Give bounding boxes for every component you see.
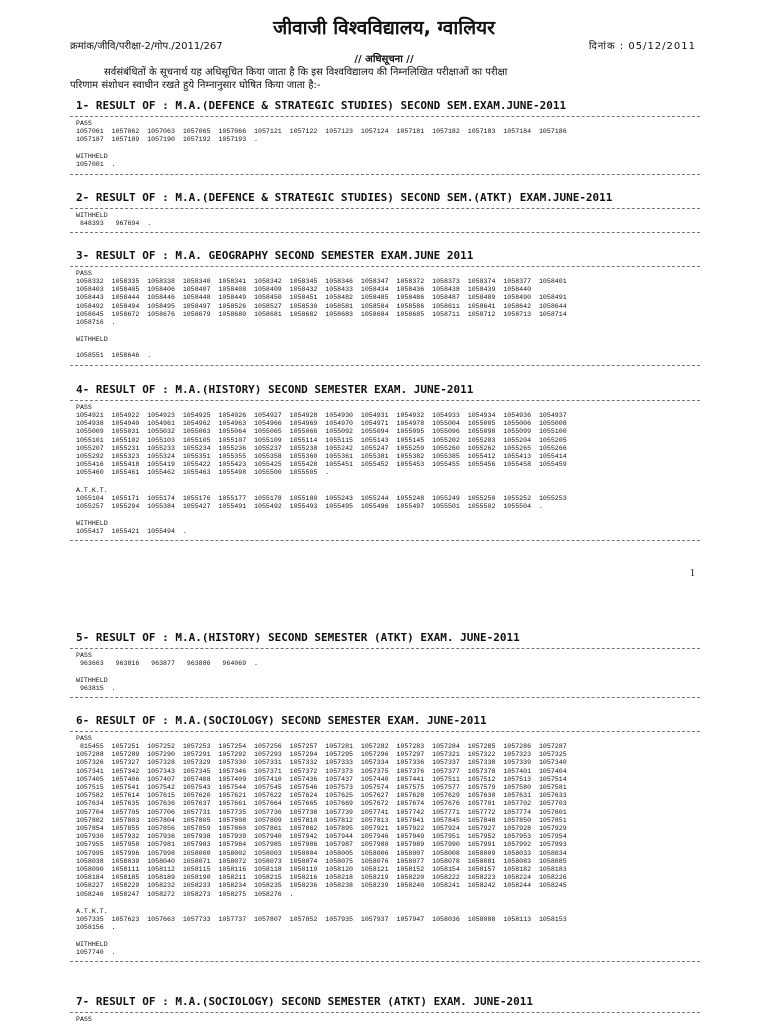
roll-number-row: 1058184 1058185 1058189 1058190 1058211 1058215 1058216 1058218 1058219 1058220 1058222 1058223 1058224 1058226 xyxy=(76,874,567,882)
roll-number-row: 1055292 1055323 1055324 1055351 1055355 1055358 1055360 1055361 1055381 1055382 1055385 1055412 1055413 1055414 xyxy=(76,453,567,461)
dashed-divider xyxy=(70,266,700,267)
roll-number-row: 1057001 . xyxy=(76,161,116,169)
dashed-divider xyxy=(70,208,700,209)
section-heading: 3- RESULT OF : M.A. GEOGRAPHY SECOND SEMESTER EXAM.JUNE 2011 xyxy=(76,249,474,262)
roll-number-row: 1055257 1055294 1055384 1055427 1055491 1055492 1055493 1055495 1055496 1055497 1055501 1055502 1055504 . xyxy=(76,502,543,510)
notice-date: दिनांक : 05/12/2011 xyxy=(588,41,696,52)
dashed-divider xyxy=(70,731,700,732)
result-section-1 xyxy=(70,99,700,175)
roll-number-row: 1057955 1057958 1057981 1057983 1057984 1057985 1057986 1057987 1057988 1057989 1057990 1057991 1057992 1057993 xyxy=(76,841,567,849)
block-label: WITHHELD xyxy=(76,153,108,161)
roll-number-row: 1057335 1057623 1057663 1057733 1057737 1057807 1057852 1057935 1057937 1057947 1058036 1058088 1058113 1058153 xyxy=(76,915,567,923)
block-label: PASS xyxy=(76,404,92,411)
roll-number-row: 1057582 1057614 1057615 1057620 1057621 1057622 1057624 1057625 1057627 1057628 1057629 1057630 1057631 1057633 xyxy=(76,792,567,800)
spacer xyxy=(70,668,700,674)
spacer xyxy=(70,899,700,905)
roll-number-row: 1058403 1058405 1058406 1058407 1058408 1058409 1058432 1058433 1058434 1058436 1058438 1058439 1058440 xyxy=(76,286,532,294)
dashed-divider xyxy=(70,232,700,233)
roll-number-row: 1057740 . xyxy=(76,949,116,957)
roll-number-row: 1057704 1057705 1057706 1057731 1057735 1057736 1057738 1057739 1057741 1057742 1057771 1057772 1057774 1057801 xyxy=(76,808,567,816)
block-label: PASS xyxy=(76,735,92,742)
spacer xyxy=(70,144,700,150)
result-section-7 xyxy=(70,995,700,1024)
roll-number-row: 1058551 1058646 . xyxy=(76,352,152,360)
spacer xyxy=(70,327,700,333)
roll-number-row: 1058227 1058229 1058232 1058233 1058234 1058235 1058236 1058238 1058239 1058240 1058241 1058242 1058244 1058245 xyxy=(76,882,567,890)
roll-number-row: 1054938 1054940 1054961 1054962 1054963 1054966 1054969 1054970 1054971 1054978 1055004 1055005 1055006 1055008 xyxy=(76,420,567,428)
result-section-3 xyxy=(70,249,700,366)
block-label: WITHHELD xyxy=(76,336,108,344)
roll-number-row: 1055207 1055231 1055233 1055234 1055236 1055237 1055238 1055242 1055247 1055259 1055260 1055262 1055265 1055266 xyxy=(76,444,567,452)
block-label: WITHHELD xyxy=(76,941,108,949)
roll-number-row: 1055460 1055461 1055462 1055463 1055498 1055500 1055505 . xyxy=(76,469,330,477)
result-section-6 xyxy=(70,714,700,962)
roll-number-row: 1057515 1057541 1057542 1057543 1057544 1057545 1057546 1057573 1057574 1057575 1057577 1057579 1057580 1057581 xyxy=(76,784,567,792)
roll-number-row: 1058716 . xyxy=(76,319,116,327)
dashed-divider xyxy=(70,365,700,366)
dashed-divider xyxy=(70,116,700,117)
roll-number-row: 1058492 1058494 1058495 1058497 1058526 1058527 1058530 1058581 1058584 1058586 1058611 1058641 1058642 1058644 xyxy=(76,302,567,310)
section-heading: 1- RESULT OF : M.A.(DEFENCE & STRATEGIC STUDIES) SECOND SEM.EXAM.JUNE-2011 xyxy=(76,99,567,112)
roll-number-row: 1058332 1058335 1058338 1058340 1058341 1058342 1058345 1058346 1058347 1058372 1058373 1058374 1058377 1058401 xyxy=(76,278,567,285)
dashed-divider xyxy=(70,174,700,175)
roll-number-row: 815455 1057251 1057252 1057253 1057254 1057256 1057257 1057281 1057282 1057283 1057284 1057285 1057286 1057287 xyxy=(76,743,567,750)
roll-number-row: 1057405 1057406 1057407 1057408 1057409 1057410 1057436 1057437 1057440 1057441 1057511 1057512 1057513 1057514 xyxy=(76,775,567,783)
roll-number-row: 963815 . xyxy=(76,685,116,693)
block-label: PASS xyxy=(76,270,92,277)
roll-number-row: 1057802 1057803 1057804 1057805 1057808 1057809 1057810 1057812 1057813 1057841 1057845 1057848 1057850 1057851 xyxy=(76,816,567,824)
notice-paragraph-line-1: सर्वसंबंधितों के सूचनार्थ यह अधिसूचित किया जाता है कि इस विश्वविद्यालय की निम्नलिखित परीक्षाओं का परीक्षा xyxy=(104,67,508,78)
reference-line xyxy=(70,38,696,52)
block-label: A.T.K.T. xyxy=(76,907,108,915)
section-heading: 5- RESULT OF : M.A.(HISTORY) SECOND SEMESTER (ATKT) EXAM. JUNE-2011 xyxy=(76,631,520,644)
roll-number-row: 1057930 1057932 1057936 1057938 1057939 1057940 1057942 1057944 1057946 1057949 1057951 1057952 1057953 1057954 xyxy=(76,833,567,841)
university-title: जीवाजी विश्वविद्यालय, ग्वालियर xyxy=(273,17,495,39)
section-heading: 6- RESULT OF : M.A.(SOCIOLOGY) SECOND SEMESTER EXAM. JUNE-2011 xyxy=(76,714,487,727)
roll-number-row: 1057634 1057635 1057636 1057637 1057661 1057664 1057665 1057669 1057672 1057674 1057676 1057701 1057702 1057703 xyxy=(76,800,567,808)
roll-number-row: 963663 963816 963877 963886 964069 . xyxy=(76,660,259,667)
roll-number-row: 1057854 1057855 1057856 1057859 1057860 1057861 1057862 1057895 1057921 1057922 1057924 1057927 1057928 1057929 xyxy=(76,825,567,833)
roll-number-row: 1058246 1058247 1058272 1058273 1058275 1058276 . xyxy=(76,890,294,898)
roll-number-row: 1058038 1058039 1058040 1058071 1058072 1058073 1058074 1058075 1058076 1058077 1058078 1058081 1058083 1058085 xyxy=(76,857,567,865)
dashed-divider xyxy=(70,540,700,541)
block-label: PASS xyxy=(76,120,92,127)
roll-number-row: 1058443 1058444 1058446 1058448 1058449 1058450 1058451 1058482 1058485 1058486 1058487 1058489 1058490 1058491 xyxy=(76,294,567,302)
notice-paragraph xyxy=(70,66,700,92)
spacer xyxy=(70,932,700,938)
dashed-divider xyxy=(70,400,700,401)
section-heading: 7- RESULT OF : M.A.(SOCIOLOGY) SECOND SEMESTER (ATKT) EXAM. JUNE-2011 xyxy=(76,995,533,1008)
result-section-4 xyxy=(70,383,700,541)
dashed-divider xyxy=(70,961,700,962)
block-label: WITHHELD xyxy=(76,520,108,528)
page-number: 1 xyxy=(690,568,695,579)
roll-number-row: 1055416 1055418 1055419 1055422 1055423 1055425 1055428 1055451 1055452 1055453 1055455 1055456 1055458 1055459 xyxy=(76,461,567,469)
roll-number-row: 1055009 1055031 1055032 1055063 1055064 1055065 1055066 1055092 1055094 1055095 1055096 1055098 1055099 1055100 xyxy=(76,428,567,436)
roll-number-row: 1055104 1055171 1055174 1055176 1055177 1055178 1055180 1055243 1055244 1055248 1055249 1055250 1055252 1055253 xyxy=(76,494,567,502)
block-label: PASS xyxy=(76,652,92,659)
spacer xyxy=(70,478,700,484)
roll-number-row: 848393 967694 . xyxy=(76,220,152,227)
roll-number-row: 1057288 1057289 1057290 1057291 1057292 1057293 1057294 1057295 1057296 1057297 1057321 1057322 1057323 1057325 xyxy=(76,751,567,759)
dashed-divider xyxy=(70,1012,700,1013)
result-section-5 xyxy=(70,631,700,698)
roll-number-row: 1058156 . xyxy=(76,924,116,932)
roll-number-row: 1055417 1055421 1055494 . xyxy=(76,528,187,536)
roll-number-row: 1054921 1054922 1054923 1054925 1054926 1054927 1054928 1054930 1054931 1054932 1054933 1054934 1054936 1054937 xyxy=(76,412,567,419)
notice-title: // अधिसूचना // xyxy=(354,54,414,65)
roll-number-row: 1057995 1057996 1057998 1058000 1058002 1058003 1058004 1058005 1058006 1058007 1058008 1058009 1058033 1058034 xyxy=(76,849,567,857)
block-label: A.T.K.T. xyxy=(76,486,108,494)
dashed-divider xyxy=(70,697,700,698)
section-heading: 4- RESULT OF : M.A.(HISTORY) SECOND SEMESTER EXAM. JUNE-2011 xyxy=(76,383,474,396)
roll-number-row: 1058090 1058111 1058112 1058115 1058116 1058118 1058119 1058120 1058121 1058152 1058154 1058157 1058182 1058183 xyxy=(76,866,567,874)
roll-number-row: 1058645 1058672 1058676 1058679 1058680 1058681 1058682 1058683 1058684 1058685 1058711 1058712 1058713 1058714 xyxy=(76,310,567,318)
section-heading: 2- RESULT OF : M.A.(DEFENCE & STRATEGIC STUDIES) SECOND SEM.(ATKT) EXAM.JUNE-2011 xyxy=(76,191,613,204)
notice-paragraph-line-2: परिणाम संशोधन स्वाधीन रखते हुये निम्नानुसार घोषित किया जाता है:- xyxy=(70,80,321,91)
roll-number-row: 1057326 1057327 1057328 1057329 1057330 1057331 1057332 1057333 1057334 1057336 1057337 1057338 1057339 1057340 xyxy=(76,759,567,767)
result-section-2 xyxy=(70,191,700,233)
block-label: WITHHELD xyxy=(76,677,108,685)
block-label: WITHHELD xyxy=(76,212,108,219)
roll-number-row: 1057187 1057189 1057190 1057192 1057193 . xyxy=(76,136,259,144)
roll-number-row: 1055101 1055102 1055103 1055105 1055107 1055109 1055114 1055115 1055143 1055145 1055202 1055203 1055204 1055205 xyxy=(76,436,567,444)
spacer xyxy=(70,511,700,517)
roll-number-row xyxy=(70,344,700,352)
block-label: PASS xyxy=(76,1016,92,1023)
roll-number-row: 1057061 1057062 1057063 1057065 1057066 1057121 1057122 1057123 1057124 1057181 1057182 1057183 1057184 1057186 xyxy=(76,128,567,135)
reference-number: क्रमांक/जीवि/परीक्षा-2/गोप./2011/267 xyxy=(70,41,223,52)
roll-number-row: 1057341 1057342 1057343 1057345 1057346 1057371 1057372 1057373 1057375 1057376 1057377 1057378 1057401 1057404 xyxy=(76,767,567,775)
dashed-divider xyxy=(70,648,700,649)
